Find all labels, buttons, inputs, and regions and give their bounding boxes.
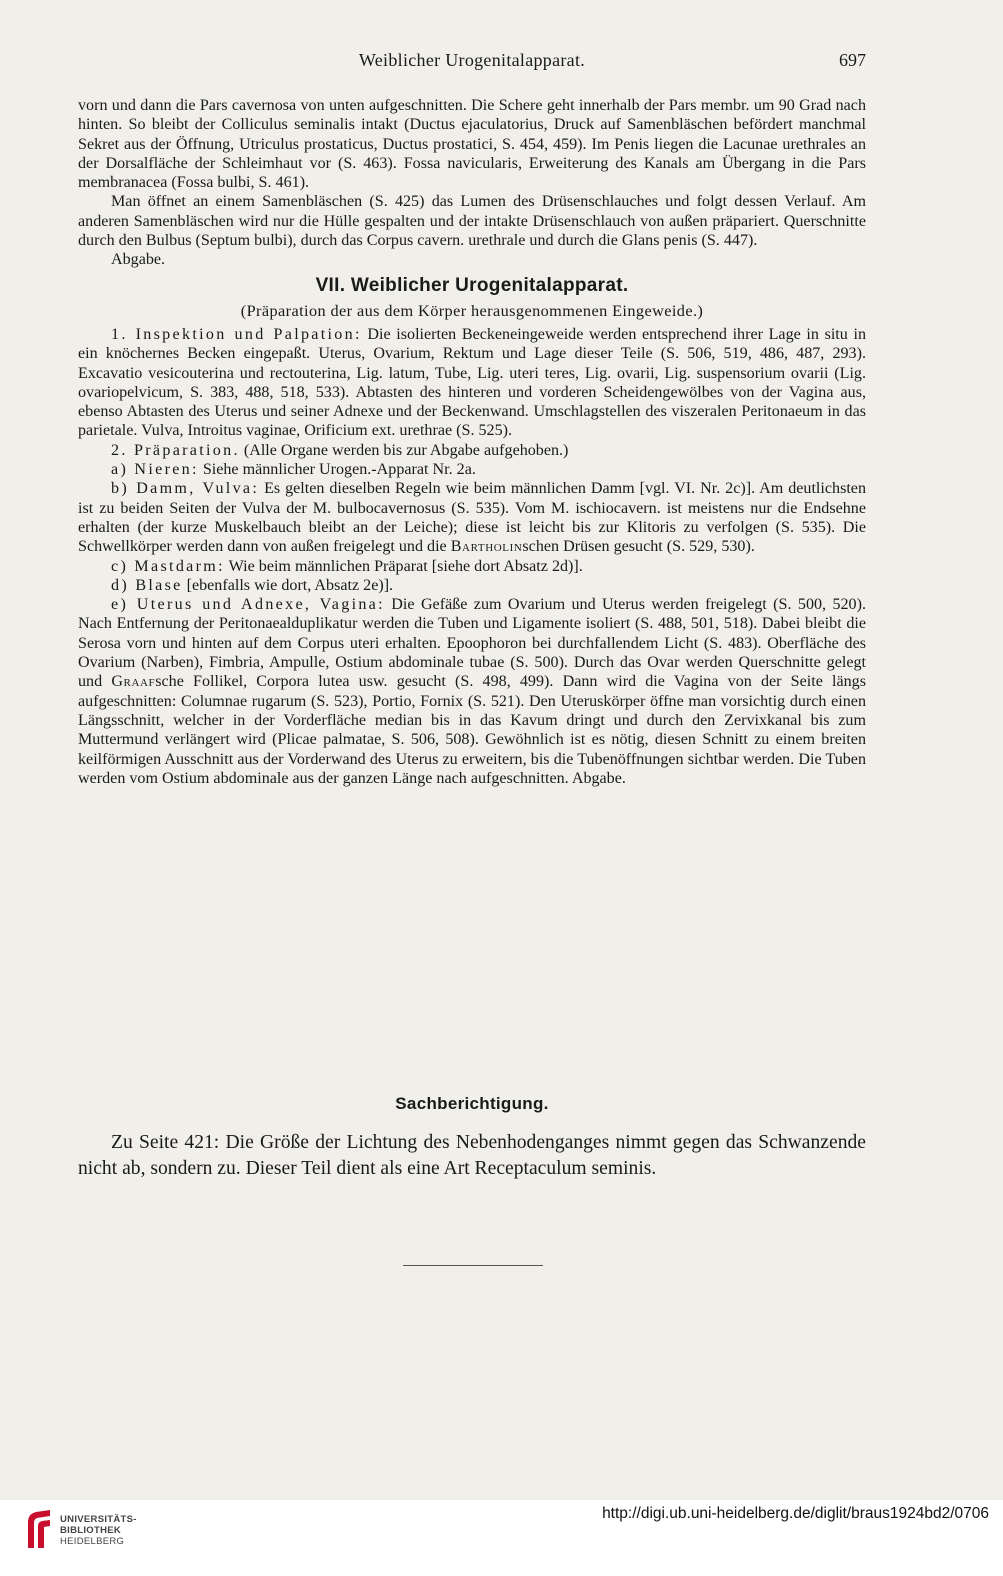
footer-bar <box>0 1500 1003 1576</box>
item-text: Wie beim männlichen Präparat [siehe dort Absatz 2d)]. <box>224 557 583 575</box>
item-text: (Alle Organe werden bis zur Abgabe aufgehoben.) <box>239 441 569 459</box>
item-label: b) Damm, Vulva: <box>111 480 260 498</box>
paragraph-item-b <box>78 479 866 556</box>
paragraph: vorn und dann die Pars cavernosa von unten aufgeschnitten. Die Schere geht innerhalb der Pars membr. um 90 Grad nach hinten. So bleibt der Colliculus seminalis intakt (Ductus ejaculatorius, Druck auf Samenbläschen befördert manchmal Sekret aus der Öffnung, Utriculus prostaticus, Ductus prostatici, S. 454, 459). Im Penis liegen die Lacunae urethrales an der Dorsalfläche der Schleimhaut vor (S. 463). Fossa navicularis, Erweiterung des Kanals am Übergang in die Pars membranacea (Fossa bulbi, S. 461). <box>78 97 866 192</box>
item-label: a) Nieren: <box>111 461 199 479</box>
item-label: e) Uterus und Adnexe, Vagina: <box>111 596 385 614</box>
paragraph: Abgabe. <box>111 251 166 269</box>
paragraph-item-1 <box>78 325 866 441</box>
library-logo-icon <box>24 1508 54 1552</box>
paragraph-item-c <box>78 557 866 576</box>
item-text: Siehe männlicher Urogen.-Apparat Nr. 2a. <box>198 461 476 479</box>
section-heading: VII. Weiblicher Urogenitalapparat. <box>315 274 629 296</box>
source-url-link[interactable]: http://digi.ub.uni-heidelberg.de/diglit/braus1924bd2/0706 <box>602 1505 989 1522</box>
author-name: Bartholin <box>450 538 523 556</box>
logo-line: HEIDELBERG <box>60 1536 125 1547</box>
item-label: 2. Präparation. <box>111 441 240 459</box>
paragraph: Man öffnet an einem Samenbläschen (S. 425) das Lumen des Drüsenschlauches und folgt dessen Verlauf. Am anderen Samenbläschen wird nur die Hülle gespalten und der intakte Drüsenschlauch von außen präpariert. Querschnitte durch den Bulbus (Septum bulbi), durch das Corpus cavern. urethrale und durch die Glans penis (S. 447). <box>78 193 866 250</box>
item-text: [ebenfalls wie dort, Absatz 2e)]. <box>182 576 394 594</box>
paragraph-item-d <box>78 576 866 595</box>
logo-line: BIBLIOTHEK <box>60 1525 122 1536</box>
paragraph-item-2 <box>78 441 866 460</box>
page-number: 697 <box>839 50 866 70</box>
item-label: 1. Inspektion und Palpation: <box>111 325 362 343</box>
item-label: c) Mastdarm: <box>111 557 225 575</box>
item-text: sche Follikel, Corpora lutea usw. gesucht (S. 498, 499). Dann wird die Vagina von der Seite längs aufgeschnitten: Columnae rugarum (S. 523), Portio, Fornix (S. 521). Den Uteruskörper öffne man vorsichtig durch einen Längsschnitt, welcher in der Vorderfläche median bis in das Kavum dringt und durch den Zervixkanal bis zum Muttermund verlängert wird (Plicae palmatae, S. 506, 508). Gewöhnlich ist es nötig, diesen Schnitt zu einem breiten keilförmigen Ausschnitt aus der Vorderwand des Uterus zu erweitern, bis die Tubenöffnungen sichtbar werden. Die Tuben werden vom Ostium abdominale aus der ganzen Länge nach aufgeschnitten. Abgabe. <box>78 673 866 787</box>
page-header <box>78 50 866 74</box>
author-name: Graaf <box>111 673 156 691</box>
divider <box>403 1265 543 1266</box>
library-logo-text <box>60 1514 137 1547</box>
correction-title: Sachberichtigung. <box>395 1094 549 1113</box>
section-subtitle: (Präparation der aus dem Körper herausgenommenen Eingeweide.) <box>240 300 704 320</box>
item-label: d) Blase <box>111 576 183 594</box>
paragraph-item-a <box>78 460 866 479</box>
correction-text: Zu Seite 421: Die Größe der Lichtung des Nebenhodenganges nimmt gegen das Schwanzende nicht ab, sondern zu. Dieser Teil dient als eine Art Receptaculum seminis. <box>78 1132 866 1179</box>
item-text: schen Drüsen gesucht (S. 529, 530). <box>522 538 755 556</box>
item-text: Die isolierten Beckeneingeweide werden entsprechend ihrer Lage in situ in ein knöchernes Becken eingepaßt. Uterus, Ovarium, Rektum und Lage dieser Teile (S. 506, 519, 486, 487, 293). Excavatio vesicouterina und rectouterina, Lig. latum, Tube, Lig. uteri teres, Lig. ovarii, Lig. suspensorium ovarii (Lig. ovariopelvicum, S. 383, 488, 518, 533). Abtasten des hinteren und vorderen Scheidengewölbes von der Vagina aus, ebenso Abtasten des Uterus und seiner Adnexe und der Beckenwand. Umschlagstellen des viszeralen Peritonaeum in das parietale. Vulva, Introitus vaginae, Orificium ext. urethrae (S. 525). <box>78 325 866 440</box>
item-text: Es gelten dieselben Regeln wie beim männlichen Damm [vgl. VI. Nr. 2c)]. Am deutlichsten ist zu beiden Seiten der Vulva der M. bulbocavernosus (S. 535). Vom M. ischiocavern. ist meistens nur die Endsehne erhalten (der kurze Muskelbauch bleibt an der Leiche); diese ist leicht bis zur Klitoris zu verfolgen (S. 535). Die Schwellkörper werden dann von außen freigelegt und die <box>78 480 866 556</box>
correction-section <box>78 1094 866 1182</box>
running-title: Weiblicher Urogenitalapparat. <box>358 50 586 70</box>
item-text: Die Gefäße zum Ovarium und Uterus werden freigelegt (S. 500, 520). Nach Entfernung der Peritonaealduplikatur werden die Tuben und Ligamente isoliert (S. 488, 501, 518). Dabei bleibt die Serosa vorn und hinten auf dem Corpus uteri erhalten. Epoophoron bei durchfallendem Licht (S. 483). Oberfläche des Ovarium (Narben), Fimbria, Ampulle, Ostium abdominale tubae (S. 500). Durch das Ovar werden Querschnitte gelegt und <box>78 596 866 691</box>
logo-line: UNIVERSITÄTS- <box>60 1514 137 1525</box>
paragraph-item-e <box>78 595 866 788</box>
body-text <box>78 96 866 788</box>
